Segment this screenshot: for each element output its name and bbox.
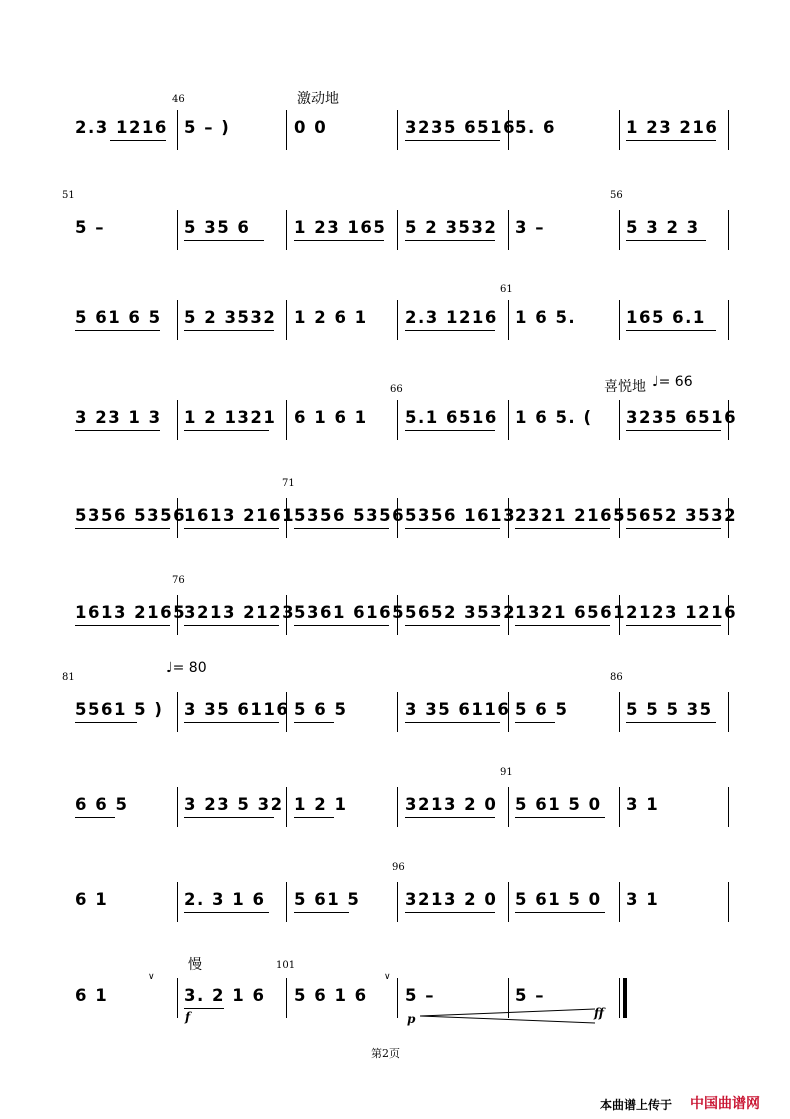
measure-3: 1 2 1 — [294, 795, 348, 814]
barline — [397, 692, 398, 732]
barline — [177, 882, 178, 922]
measure-1: 2.3 1216 — [75, 118, 168, 137]
measure-number: 86 — [610, 672, 623, 683]
barline — [286, 595, 287, 635]
measure-1: 1613 2165 — [75, 603, 187, 622]
underline — [75, 625, 170, 626]
measure-4: 5 2 3532 — [405, 218, 498, 237]
underline — [184, 240, 264, 241]
barline — [508, 210, 509, 250]
measure-number: 81 — [62, 672, 75, 683]
measure-2: 2. 3 1 6 — [184, 890, 266, 909]
underline — [184, 912, 269, 913]
measure-3: 0 0 — [294, 118, 328, 137]
underline — [184, 528, 279, 529]
score-row-2 — [0, 190, 790, 270]
underline — [405, 330, 495, 331]
underline — [294, 817, 334, 818]
measure-2: 3 23 5 32 — [184, 795, 284, 814]
measure-2: 1613 2161 — [184, 506, 296, 525]
underline — [626, 625, 721, 626]
measure-2: 1 2 1321 — [184, 408, 277, 427]
barline — [619, 787, 620, 827]
final-barline — [619, 978, 620, 1018]
barline — [177, 595, 178, 635]
underline — [110, 140, 166, 141]
underline — [294, 625, 389, 626]
barline — [397, 498, 398, 538]
measure-number: 96 — [392, 862, 405, 873]
crescendo-hairpin — [420, 1006, 600, 1026]
measure-6: 5652 3532 — [626, 506, 738, 525]
underline — [405, 912, 495, 913]
barline — [286, 692, 287, 732]
underline — [515, 528, 610, 529]
measure-number: 76 — [172, 575, 185, 586]
underline — [405, 722, 500, 723]
dynamic-f: f — [185, 1010, 191, 1024]
measure-5: 1 6 5. — [515, 308, 577, 327]
barline — [728, 210, 729, 250]
barline — [619, 692, 620, 732]
barline — [397, 978, 398, 1018]
barline — [619, 300, 620, 340]
barline — [286, 787, 287, 827]
tempo-mark: ♩= 80 — [166, 660, 207, 676]
measure-1: 6 6 5 — [75, 795, 129, 814]
score-row-5 — [0, 478, 790, 558]
barline — [728, 595, 729, 635]
barline — [508, 498, 509, 538]
underline — [75, 817, 115, 818]
page-number: 第2页 — [371, 1047, 400, 1060]
barline — [728, 787, 729, 827]
measure-number: 71 — [282, 478, 295, 489]
measure-4: 2.3 1216 — [405, 308, 498, 327]
barline — [286, 300, 287, 340]
measure-6: 3235 6516 — [626, 408, 738, 427]
measure-number: 66 — [390, 384, 403, 395]
underline — [75, 722, 137, 723]
measure-3: 6 1 6 1 — [294, 408, 368, 427]
measure-5: 1 6 5. ( — [515, 408, 593, 427]
measure-1: 5356 5356 — [75, 506, 187, 525]
barline — [508, 400, 509, 440]
up-bow-icon: ∨ — [148, 972, 155, 982]
barline — [286, 882, 287, 922]
score-row-6 — [0, 575, 790, 655]
measure-4: 3213 2 0 — [405, 890, 498, 909]
underline — [626, 430, 721, 431]
tempo-text: 喜悦地 — [604, 379, 646, 395]
measure-6: 2123 1216 — [626, 603, 738, 622]
underline — [626, 722, 716, 723]
measure-number: 101 — [276, 960, 296, 971]
dynamic-p: p — [407, 1012, 416, 1026]
measure-1: 3 23 1 3 — [75, 408, 162, 427]
underline — [515, 912, 605, 913]
measure-5: 2321 2165 — [515, 506, 627, 525]
measure-2: 5 2 3532 — [184, 308, 277, 327]
barline — [177, 787, 178, 827]
underline — [405, 240, 495, 241]
underline — [515, 625, 610, 626]
score-row-3 — [0, 284, 790, 360]
score-row-8 — [0, 767, 790, 847]
underline — [626, 240, 706, 241]
barline — [508, 595, 509, 635]
barline — [619, 498, 620, 538]
underline — [184, 1008, 224, 1009]
measure-2: 5 35 6 — [184, 218, 251, 237]
barline — [508, 882, 509, 922]
underline — [515, 722, 555, 723]
measure-4: 5652 3532 — [405, 603, 517, 622]
barline — [508, 692, 509, 732]
barline — [177, 400, 178, 440]
underline — [184, 625, 279, 626]
score-row-7 — [0, 660, 790, 752]
dynamic-ff: ff — [594, 1006, 604, 1020]
measure-4: 3213 2 0 — [405, 795, 498, 814]
measure-number: 91 — [500, 767, 513, 778]
underline — [75, 430, 160, 431]
measure-4: 5 – — [405, 986, 435, 1005]
measure-4: 3 35 6116 — [405, 700, 511, 719]
barline — [397, 210, 398, 250]
measure-6: 5 3 2 3 — [626, 218, 700, 237]
barline — [619, 210, 620, 250]
score-row-1 — [0, 91, 790, 170]
measure-1: 5 61 6 5 — [75, 308, 162, 327]
measure-1: 5 – — [75, 218, 105, 237]
measure-3: 1 2 6 1 — [294, 308, 368, 327]
barline — [728, 498, 729, 538]
underline — [626, 330, 716, 331]
measure-6: 5 5 5 35 — [626, 700, 713, 719]
measure-5: 5 61 5 0 — [515, 795, 602, 814]
measure-number: 46 — [172, 94, 185, 105]
measure-5: 1321 6561 — [515, 603, 627, 622]
barline — [728, 300, 729, 340]
measure-number: 51 — [62, 190, 75, 201]
measure-2: 3 35 6116 — [184, 700, 290, 719]
underline — [184, 817, 274, 818]
source-label: 本曲谱上传于 — [600, 1098, 673, 1112]
barline — [619, 110, 620, 150]
barline — [177, 300, 178, 340]
barline — [177, 978, 178, 1018]
measure-3: 5 6 1 6 — [294, 986, 368, 1005]
barline — [619, 882, 620, 922]
underline — [405, 140, 500, 141]
up-bow-icon: ∨ — [384, 972, 391, 982]
underline — [405, 625, 500, 626]
underline — [184, 722, 279, 723]
barline — [619, 400, 620, 440]
underline — [294, 912, 349, 913]
measure-number: 61 — [500, 284, 513, 295]
barline — [286, 210, 287, 250]
measure-2: 3213 2123 — [184, 603, 296, 622]
measure-6: 1 23 216 — [626, 118, 719, 137]
measure-5: 5 6 5 — [515, 700, 569, 719]
score-row-4 — [0, 374, 790, 460]
barline — [177, 110, 178, 150]
measure-5: 5. 6 — [515, 118, 556, 137]
measure-4: 3235 6516 — [405, 118, 517, 137]
measure-3: 1 23 165 — [294, 218, 387, 237]
barline — [508, 787, 509, 827]
final-barline — [623, 978, 627, 1018]
underline — [405, 430, 495, 431]
barline — [508, 300, 509, 340]
tempo-mark-value: = 66 — [658, 374, 693, 390]
measure-5: 3 – — [515, 218, 545, 237]
measure-4: 5.1 6516 — [405, 408, 498, 427]
barline — [728, 400, 729, 440]
barline — [619, 595, 620, 635]
tempo-text: 慢 — [188, 957, 202, 973]
barline — [397, 300, 398, 340]
measure-5: 5 – — [515, 986, 545, 1005]
underline — [405, 528, 500, 529]
barline — [397, 110, 398, 150]
underline — [184, 330, 274, 331]
underline — [294, 722, 334, 723]
underline — [626, 528, 721, 529]
measure-1: 6 1 — [75, 986, 109, 1005]
barline — [286, 978, 287, 1018]
underline — [294, 528, 389, 529]
barline — [286, 110, 287, 150]
barline — [508, 110, 509, 150]
tempo-mark: ♩= 66 — [652, 374, 693, 390]
underline — [626, 140, 716, 141]
underline — [75, 528, 170, 529]
barline — [397, 400, 398, 440]
measure-3: 5 6 5 — [294, 700, 348, 719]
measure-number: 56 — [610, 190, 623, 201]
measure-2: 3. 2 1 6 — [184, 986, 266, 1005]
barline — [728, 110, 729, 150]
underline — [184, 430, 269, 431]
measure-1: 6 1 — [75, 890, 109, 909]
underline — [405, 817, 495, 818]
barline — [177, 498, 178, 538]
measure-2: 5 – ) — [184, 118, 231, 137]
barline — [286, 498, 287, 538]
tempo-text: 激动地 — [297, 91, 339, 107]
underline — [294, 240, 384, 241]
measure-6: 165 6.1 — [626, 308, 706, 327]
barline — [397, 882, 398, 922]
measure-3: 5361 6165 — [294, 603, 406, 622]
measure-4: 5356 1613 — [405, 506, 517, 525]
barline — [397, 787, 398, 827]
barline — [177, 210, 178, 250]
measure-6: 3 1 — [626, 795, 660, 814]
underline — [515, 817, 605, 818]
measure-5: 5 61 5 0 — [515, 890, 602, 909]
measure-3: 5356 5356 — [294, 506, 406, 525]
score-row-9 — [0, 862, 790, 942]
measure-1: 5561 5 ) — [75, 700, 164, 719]
measure-3: 5 61 5 — [294, 890, 361, 909]
barline — [397, 595, 398, 635]
barline — [728, 882, 729, 922]
tempo-mark-value: = 80 — [172, 660, 207, 676]
barline — [286, 400, 287, 440]
site-logo: 中国曲谱网 — [690, 1096, 760, 1112]
score-row-10 — [0, 957, 790, 1038]
barline — [177, 692, 178, 732]
measure-6: 3 1 — [626, 890, 660, 909]
barline — [728, 692, 729, 732]
underline — [75, 330, 160, 331]
